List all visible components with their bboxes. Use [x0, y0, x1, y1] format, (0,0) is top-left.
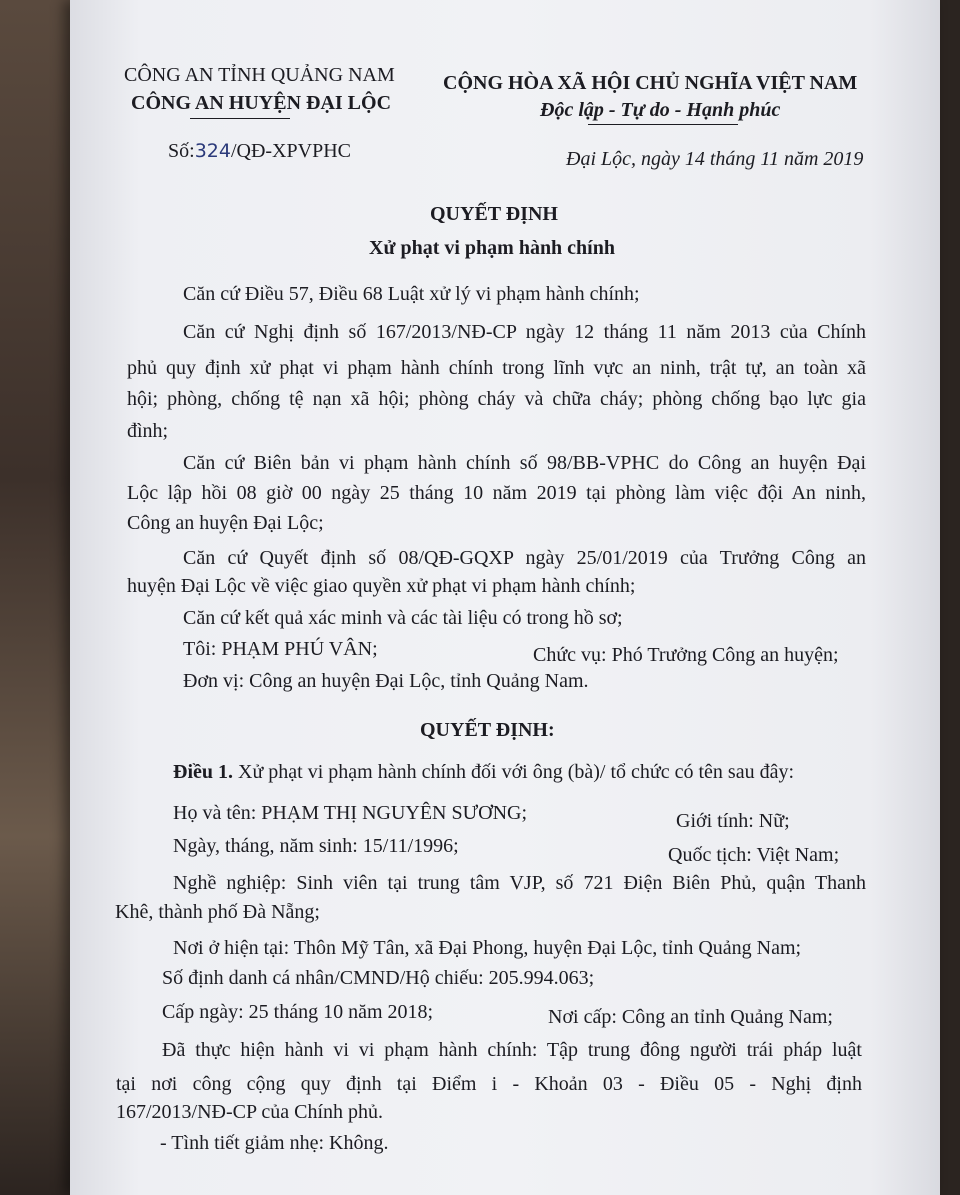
country-name: CỘNG HÒA XÃ HỘI CHỦ NGHĨA VIỆT NAM: [443, 72, 858, 94]
preamble-p4-line2: huyện Đại Lộc về việc giao quyền xử phạt vi phạm hành chính;: [127, 575, 636, 597]
person-gender: Giới tính: Nữ;: [676, 810, 790, 832]
preamble-p2-line3: hội; phòng, chống tệ nạn xã hội; phòng cháy và chữa cháy; phòng chống bạo lực gia: [127, 388, 866, 410]
agency-underline: [190, 118, 290, 119]
person-job-line2: Khê, thành phố Đà Nẵng;: [115, 901, 320, 923]
preamble-p1: Căn cứ Điều 57, Điều 68 Luật xử lý vi phạm hành chính;: [183, 283, 640, 305]
violation-line1: Đã thực hiện hành vi vi phạm hành chính: Tập trung đông người trái pháp luật: [162, 1039, 862, 1061]
id-issue-place: Nơi cấp: Công an tỉnh Quảng Nam;: [548, 1006, 833, 1028]
preamble-p5: Căn cứ kết quả xác minh và các tài liệu có trong hồ sơ;: [183, 607, 623, 629]
person-job-line1: Nghề nghiệp: Sinh viên tại trung tâm VJP, số 721 Điện Biên Phủ, quận Thanh: [173, 872, 866, 894]
officer-position: Chức vụ: Phó Trưởng Công an huyện;: [533, 644, 839, 666]
article-1-label: Điều 1.: [173, 761, 233, 783]
officer-name: Tôi: PHẠM PHÚ VÂN;: [183, 638, 378, 660]
doc-number-prefix: Số:: [168, 140, 195, 162]
agency-upper: CÔNG AN TỈNH QUẢNG NAM: [124, 64, 395, 86]
violation-line3: 167/2013/NĐ-CP của Chính phủ.: [116, 1101, 384, 1123]
mitigating-circumstances: - Tình tiết giảm nhẹ: Không.: [160, 1132, 389, 1154]
preamble-p3-line2: Lộc lập hồi 08 giờ 00 ngày 25 tháng 10 năm 2019 tại phòng làm việc đội An ninh,: [127, 482, 866, 504]
preamble-p3-line3: Công an huyện Đại Lộc;: [127, 512, 324, 534]
doc-number-suffix: /QĐ-XPVPHC: [230, 140, 351, 162]
preamble-p2-line2: phủ quy định xử phạt vi phạm hành chính trong lĩnh vực an ninh, trật tự, an toàn xã: [127, 357, 866, 379]
id-issue-date: Cấp ngày: 25 tháng 10 năm 2018;: [162, 1001, 434, 1023]
place-date: Đại Lộc, ngày 14 tháng 11 năm 2019: [566, 148, 864, 170]
person-id-number: Số định danh cá nhân/CMND/Hộ chiếu: 205.994.063;: [162, 967, 595, 989]
agency-lower: CÔNG AN HUYỆN ĐẠI LỘC: [131, 92, 392, 114]
preamble-p2-line4: đình;: [127, 420, 169, 442]
preamble-p4-line1: Căn cứ Quyết định số 08/QĐ-GQXP ngày 25/01/2019 của Trưởng Công an: [183, 547, 866, 569]
article-1: [173, 760, 794, 784]
motto: Độc lập - Tự do - Hạnh phúc: [540, 99, 781, 121]
title-sub: Xử phạt vi phạm hành chính: [369, 237, 615, 259]
decision-heading: QUYẾT ĐỊNH:: [420, 719, 555, 741]
person-residence: Nơi ở hiện tại: Thôn Mỹ Tân, xã Đại Phong, huyện Đại Lộc, tỉnh Quảng Nam;: [173, 937, 802, 959]
person-dob: Ngày, tháng, năm sinh: 15/11/1996;: [173, 835, 459, 857]
doc-number-handwritten: 324: [194, 140, 231, 162]
article-1-text: Xử phạt vi phạm hành chính đối với ông (bà)/ tổ chức có tên sau đây:: [233, 761, 795, 783]
preamble-p2-line1: Căn cứ Nghị định số 167/2013/NĐ-CP ngày 12 tháng 11 năm 2013 của Chính: [183, 321, 866, 343]
title-main: QUYẾT ĐỊNH: [430, 203, 558, 225]
officer-unit: Đơn vị: Công an huyện Đại Lộc, tỉnh Quảng Nam.: [183, 670, 589, 692]
doc-number: [168, 139, 351, 163]
motto-underline: [588, 124, 738, 125]
violation-line2: tại nơi công cộng quy định tại Điểm i - Khoản 03 - Điều 05 - Nghị định: [116, 1073, 862, 1095]
person-name: Họ và tên: PHẠM THỊ NGUYÊN SƯƠNG;: [173, 802, 528, 824]
person-nationality: Quốc tịch: Việt Nam;: [668, 844, 840, 866]
preamble-p3-line1: Căn cứ Biên bản vi phạm hành chính số 98/BB-VPHC do Công an huyện Đại: [183, 452, 866, 474]
background-left: [0, 0, 75, 1195]
